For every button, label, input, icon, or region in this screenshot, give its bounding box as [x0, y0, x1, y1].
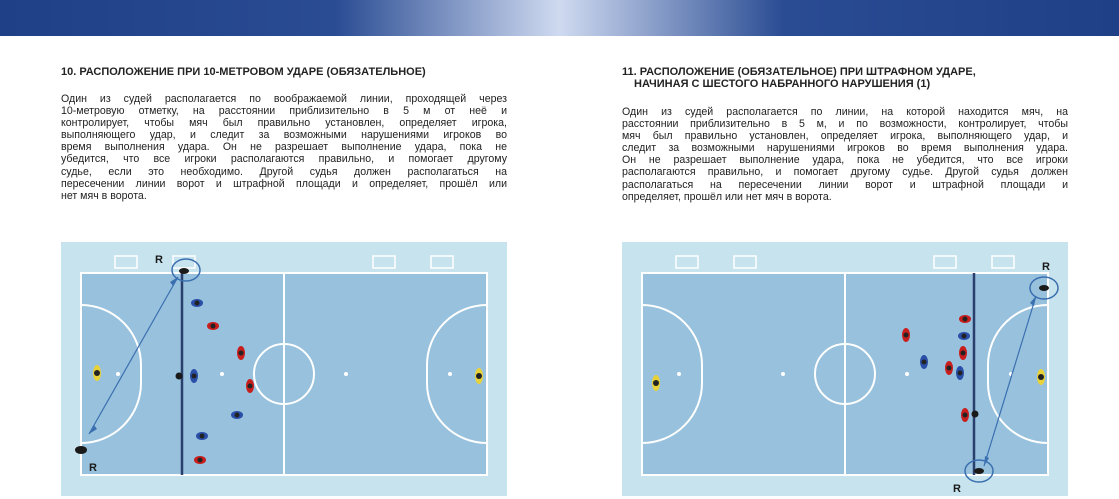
player-red-icon [902, 328, 910, 342]
paragraph-line: располагаться на пересечении линии ворот и штрафной площади и [622, 178, 1068, 191]
paragraph-line: пересечении линии ворот и штрафной площади и определяет, прошёл или [61, 177, 507, 190]
referee-label-top: R [1042, 261, 1050, 273]
paragraph-line: следит за возможными нарушениями игроков во время выполнения удара. [622, 142, 1068, 155]
player-blue-icon [191, 299, 203, 307]
keeper-right-icon [475, 368, 483, 384]
header-band [0, 0, 1119, 36]
player-red-icon [246, 379, 254, 393]
player-red-icon [945, 361, 953, 375]
player-red-icon [961, 408, 969, 422]
paragraph-line: 10-метровую отметку, на расстоянии приблизительно в 5 м от неё и [61, 105, 507, 118]
paragraph-line: контролирует, чтобы мяч был правильно установлен, определяет игрока, [61, 117, 507, 130]
referee-label-bottom: R [953, 483, 961, 495]
paragraph-line: убедится, что все игроки располагаются правильно, и помогает другому [61, 153, 507, 166]
section-11-paragraph [622, 106, 1068, 203]
ball-icon [972, 411, 979, 418]
player-red-icon [959, 346, 967, 360]
referee-bottom-icon [974, 468, 984, 474]
player-red-icon [207, 322, 219, 330]
section-10-heading: 10. РАСПОЛОЖЕНИЕ ПРИ 10-МЕТРОВОМ УДАРЕ (ОБЯЗАТЕЛЬНОЕ) [61, 66, 426, 78]
player-blue-icon [956, 366, 964, 380]
referee-top-icon [179, 268, 189, 274]
section-10-paragraph [61, 93, 507, 202]
player-blue-icon [190, 369, 198, 383]
paragraph-line: Он не разрешает выполнение удара, пока не убедится, что все игроки [622, 154, 1068, 167]
paragraph-line: располагаются правильно, и помогает другому судье. Другой судья должен [622, 166, 1068, 179]
player-blue-icon [920, 355, 928, 369]
player-red-icon [237, 346, 245, 360]
player-blue-icon [231, 411, 243, 419]
keeper-left-icon [93, 365, 101, 381]
keeper-right-icon [1037, 369, 1045, 385]
paragraph-line: выполняющего удар, и следит за возможными нарушениями игроков во [61, 129, 507, 142]
referee-label-top: R [155, 254, 163, 266]
court-diagram-10m-kick [61, 242, 507, 496]
paragraph-line: нет мяч в ворота. [61, 189, 147, 202]
paragraph-line: Один из судей располагается по линии, на которой находится мяч, на [622, 106, 1068, 118]
paragraph-line: судье, если это необходимо. Другой судья должен располагаться на [61, 165, 507, 178]
paragraph-line: определяет, прошёл или нет мяч в ворота. [622, 190, 832, 203]
section-11-heading-line2: НАЧИНАЯ С ШЕСТОГО НАБРАННОГО НАРУШЕНИЯ (1) [634, 78, 931, 90]
keeper-left-icon [652, 375, 660, 391]
paragraph-line: расстоянии приблизительно в 5 м, и по возможности, контролирует, чтобы [622, 118, 1068, 131]
referee-bottom-icon [75, 446, 87, 454]
referee-label-bottom: R [89, 462, 97, 474]
paragraph-line: мяч был правильно установлен, определяет игрока, выполняющего удар, и [622, 130, 1068, 143]
court-diagram-free-kick [622, 242, 1068, 496]
section-11-heading-line1: 11. РАСПОЛОЖЕНИЕ (ОБЯЗАТЕЛЬНОЕ) ПРИ ШТРАФНОМ УДАРЕ, [622, 66, 976, 78]
ball-icon [176, 373, 183, 380]
paragraph-line: Один из судей располагается по воображаемой линии, проходящей через [61, 93, 507, 105]
player-blue-icon [196, 432, 208, 440]
player-blue-icon [958, 332, 970, 340]
paragraph-line: время выполнения удара. Он не разрешает выполнение удара, пока не [61, 141, 507, 154]
referee-top-icon [1039, 285, 1049, 291]
player-red-icon [959, 315, 971, 323]
player-red-icon [194, 456, 206, 464]
